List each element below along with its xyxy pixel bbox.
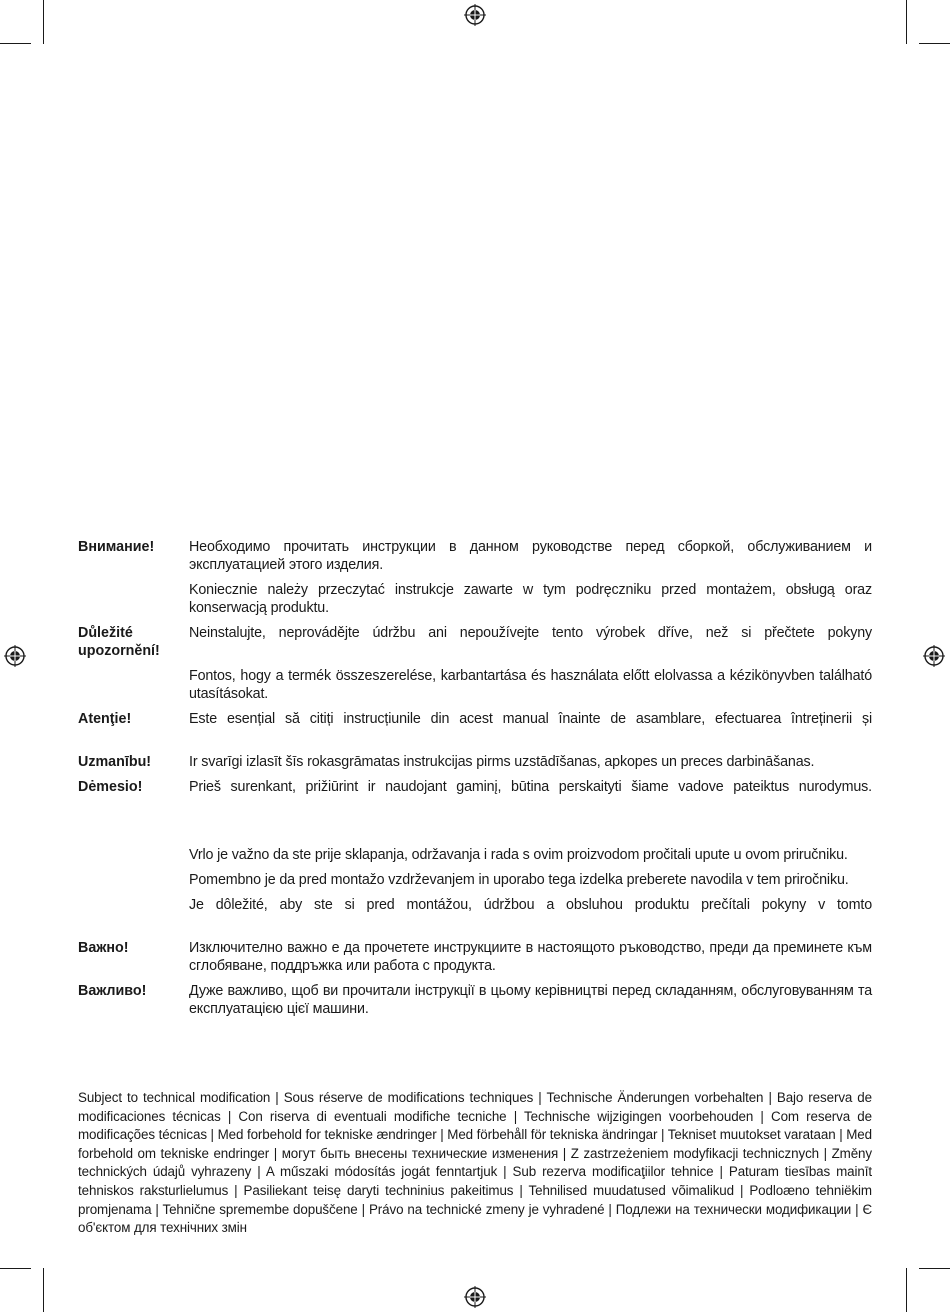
warning-label: Důležité upozornění! xyxy=(78,625,160,659)
warning-label: Atenţie! xyxy=(78,711,132,727)
warning-row-hu xyxy=(78,667,872,703)
warning-text: Ir svarīgi izlasīt šīs rokasgrāmatas instrukcijas pirms uzstādīšanas, apkopes un preces darbināšanas. xyxy=(189,754,815,770)
registration-mark-left-icon xyxy=(4,645,26,667)
warning-row-cs xyxy=(78,624,872,660)
warning-text: Neinstalujte, neprovádějte údržbu ani nepoužívejte tento výrobek dříve, než si přečtete pokyny xyxy=(189,625,872,641)
warning-row-ro xyxy=(78,710,872,746)
warning-label xyxy=(78,896,189,932)
warning-text: Необходимо прочитать инструкции в данном руководстве перед сборкой, обслуживанием и эксплуатацией этого изделия. xyxy=(189,539,872,573)
warning-text: Este esențial să citiți instrucțiunile din acest manual înainte de asamblare, efectuarea întreținerii și xyxy=(189,711,872,727)
safety-warnings xyxy=(78,538,872,1018)
warning-text: Koniecznie należy przeczytać instrukcje zawarte w tym podręczniku przed montażem, obsługą oraz konserwacją produktu. xyxy=(189,582,872,616)
crop-mark-top-right xyxy=(906,0,907,44)
warning-text: Prieš surenkant, prižiūrint ir naudojant gaminį, būtina perskaityti šiame vadove pateiktus nurodymus. xyxy=(189,779,872,795)
warning-text: Дуже важливо, щоб ви прочитали інструкції в цьому керівництві перед складанням, обслуговуванням та експлуатацією цієї машини. xyxy=(189,983,872,1017)
warning-label: Dėmesio! xyxy=(78,779,143,795)
crop-mark-bottom-right xyxy=(906,1268,907,1312)
warning-text: Fontos, hogy a termék összeszerelése, karbantartása és használata előtt elolvassa a kézikönyvben található utasításokat. xyxy=(189,668,872,702)
warning-text: Vrlo je važno da ste prije sklapanja, održavanja i rada s ovim proizvodom pročitali upute u ovom priručniku. xyxy=(189,847,848,863)
warning-text: Изключително важно е да прочетете инструкциите в настоящото ръководство, преди да преминете към сглобяване, поддръжка или работа с продукта. xyxy=(189,940,872,974)
warning-row-ru xyxy=(78,538,872,574)
crop-mark-bottom-right-h xyxy=(919,1268,950,1269)
warning-row-hr xyxy=(78,846,872,864)
registration-mark-right-icon xyxy=(923,645,945,667)
warning-row-uk xyxy=(78,982,872,1018)
crop-mark-bottom-left xyxy=(43,1268,44,1312)
crop-mark-bottom-left-h xyxy=(0,1268,31,1269)
warning-text: Pomembno je da pred montažo vzdrževanjem in uporabo tega izdelka preberete navodila v tem priročniku. xyxy=(189,872,849,888)
warning-label: Внимание! xyxy=(78,539,155,555)
warning-label: Важливо! xyxy=(78,983,147,999)
registration-mark-bottom-icon xyxy=(464,1286,486,1308)
warning-label: Важно! xyxy=(78,940,129,956)
warning-row-lt xyxy=(78,778,872,839)
crop-mark-top-left-h xyxy=(0,43,31,44)
warning-row-lv xyxy=(78,753,872,771)
warning-row-bg xyxy=(78,939,872,975)
warning-row-pl xyxy=(78,581,872,617)
warning-row-sk xyxy=(78,896,872,932)
registration-mark-top-icon xyxy=(464,4,486,26)
crop-mark-top-left xyxy=(43,0,44,44)
warning-text: Je dôležité, aby ste si pred montážou, údržbou a obsluhou produktu prečítali pokyny v tomto xyxy=(189,897,872,913)
warning-row-sl xyxy=(78,871,872,889)
technical-modification-notice: Subject to technical modification | Sous réserve de modifications techniques | Technische Änderungen vorbehalten | Bajo reserva de modificaciones técnicas | Con riserva di eventuali modifiche tecniche | Technische wijzigingen voorbehouden | Com reserva de modificações técnicas | Med forbehold for tekniske ændringer | Med förbehåll för tekniska ändringar | Tekniset muutokset varataan | Med forbehold om tekniske endringer | могут быть внесены технические изменения | Z zastrzeżeniem modyfikacji technicznych | Změny technických údajů vyhrazeny | A műszaki módosítás jogát fenntartjuk | Sub rezerva modificaţiilor tehnice | Paturam tiesības mainīt tehniskos raksturlielumus | Pasiliekant teisę daryti techninius pakeitimus | Tehnilised muudatused võimalikud | Podloæno tehniëkim promjenama | Tehnične spremembe dopuščene | Právo na technické zmeny je vyhradené | Подлежи на технически модификации | Є об'єктом для технічних змін xyxy=(78,1090,872,1236)
crop-mark-top-right-h xyxy=(919,43,950,44)
warning-label: Uzmanību! xyxy=(78,754,152,770)
